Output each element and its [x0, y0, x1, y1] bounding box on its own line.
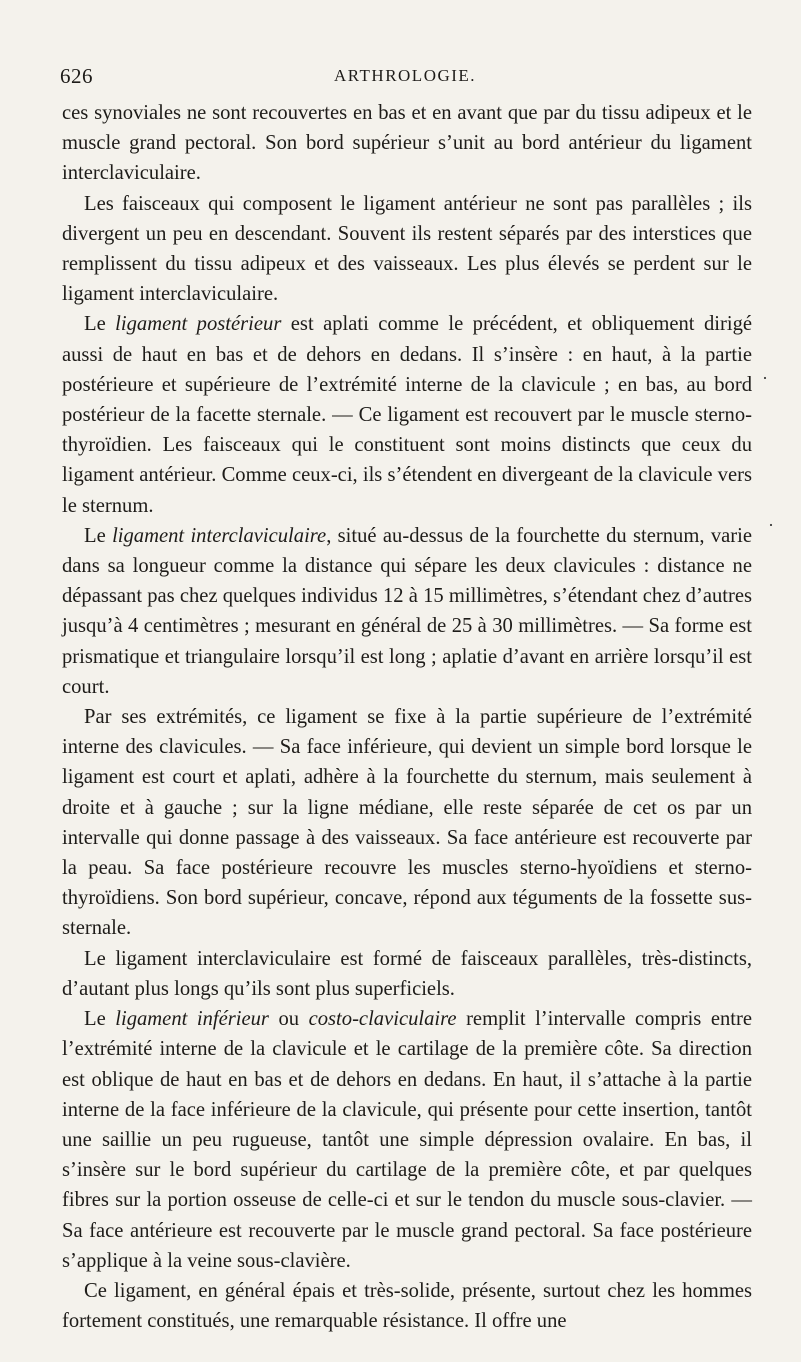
text-run: Les faisceaux qui composent le ligament antérieur ne sont pas parallèles ; ils divergent un peu en descendant. Souvent ils restent séparés par des interstices que remplissent du tissu adipeux et des vaisseaux. Les plus élevés se perdent sur le ligament interclaviculaire.	[62, 192, 752, 306]
margin-dot: ·	[762, 368, 768, 388]
text-run: remplit l’intervalle compris entre l’extrémité interne de la clavicule et le cartilage de la première côte. Sa direction est oblique de haut en bas et de dehors en dedans. En haut, il s’attache à la partie interne de la face inférieure de la clavicule, qui présente pour cette insertion, tantôt une saillie un peu rugueuse, tantôt une simple dépression ovalaire. En bas, il s’insère sur le bord supérieur du cartilage de la première côte, et par quelques fibres sur la portion osseuse de celle-ci et sur le tendon du muscle sous-clavier. — Sa face antérieure est recouverte par le muscle grand pectoral. Sa face postérieure s’applique à la veine sous-clavière.	[62, 1008, 752, 1272]
paragraph	[62, 189, 752, 310]
paragraph	[62, 1004, 752, 1276]
margin-dot: ·	[768, 515, 774, 535]
paragraph	[62, 98, 752, 189]
text-run: Par ses extrémités, ce ligament se fixe à la partie supérieure de l’extrémité interne des clavicules. — Sa face inférieure, qui devient un simple bord lorsque le ligament est court et aplati, adhère à la fourchette du sternum, mais seulement à droite et à gauche ; sur la ligne médiane, elle reste séparée de cet os par un intervalle qui donne passage à des vaisseaux. Sa face antérieure est recouverte par la peau. Sa face postérieure recouvre les muscles sterno-hyoïdiens et sterno-thyroïdiens. Son bord supérieur, concave, répond aux téguments de la fossette sus-sternale.	[62, 706, 752, 940]
text-run: Le	[84, 313, 116, 336]
page-number: 626	[60, 64, 93, 88]
text-run: Le	[84, 524, 113, 547]
text-run: est aplati comme le précédent, et obliquement dirigé aussi de haut en bas et de dehors en dedans. Il s’insère : en haut, à la partie postérieure et supérieure de l’extrémité interne de la clavicule ; en bas, au bord postérieur de la facette sternale. — Ce ligament est recouvert par le muscle sterno-thyroïdien. Les faisceaux qui le constituent sont moins distincts que ceux du ligament antérieur. Comme ceux-ci, ils s’étendent en divergeant de la clavicule vers le sternum.	[62, 313, 753, 517]
text-run: Le ligament interclaviculaire est formé de faisceaux parallèles, très-distincts, d’autant plus longs qu’ils sont plus superficiels.	[62, 947, 752, 1000]
italic-term: ligament interclaviculaire	[112, 524, 327, 547]
body-text	[62, 98, 752, 1336]
italic-term: ligament postérieur	[115, 313, 282, 336]
italic-term: ligament inférieur	[115, 1008, 269, 1031]
page-header	[60, 62, 750, 92]
text-run: ou	[268, 1008, 309, 1031]
paragraph	[62, 1276, 752, 1336]
paragraph	[62, 309, 752, 520]
italic-term: costo-claviculaire	[308, 1008, 457, 1031]
text-run: ces synoviales ne sont recouvertes en bas et en avant que par du tissu adipeux et le muscle grand pectoral. Son bord supérieur s’unit au bord antérieur du ligament interclaviculaire.	[62, 102, 752, 185]
text-run: Le	[84, 1008, 116, 1031]
paragraph	[62, 521, 752, 702]
paragraph	[62, 944, 752, 1004]
running-title: ARTHROLOGIE.	[333, 66, 477, 85]
text-run: Ce ligament, en général épais et très-solide, présente, surtout chez les hommes fortement constitués, une remarquable résistance. Il offre une	[62, 1279, 752, 1333]
paragraph	[62, 702, 752, 944]
text-run: , situé au-dessus de la fourchette du sternum, varie dans sa longueur comme la distance qui sépare les deux clavicules : distance ne dépassant pas chez quelques individus 12 à 15 millimètres, s’étendant chez d’autres jusqu’à 4 centimètres ; mesurant en général de 25 à 30 millimètres. — Sa forme est prismatique et triangulaire lorsqu’il est long ; aplatie d’avant en arrière lorsqu’il est court.	[62, 524, 752, 698]
